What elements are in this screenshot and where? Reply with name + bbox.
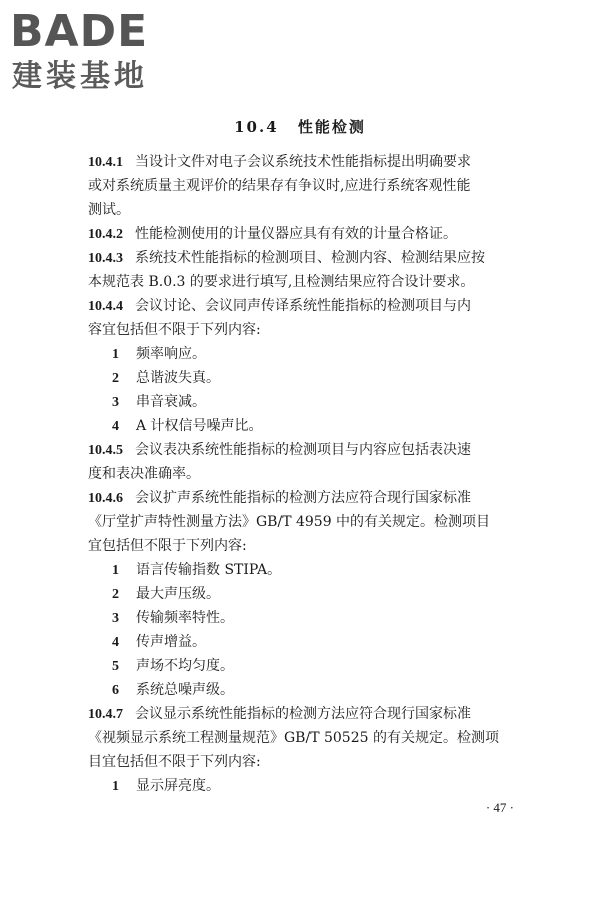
list-item-number: 6 bbox=[112, 683, 119, 698]
clause-number: 10.4.1 bbox=[88, 155, 123, 170]
list-item bbox=[88, 678, 518, 702]
list-item bbox=[88, 606, 518, 630]
list-item bbox=[88, 630, 518, 654]
bade-logo bbox=[10, 4, 190, 96]
clause-text: 当设计文件对电子会议系统技术性能指标提出明确要求 bbox=[135, 154, 471, 170]
list-item-number: 4 bbox=[112, 419, 119, 434]
document-body bbox=[88, 150, 518, 798]
clause-text: 会议显示系统性能指标的检测方法应符合现行国家标准 bbox=[135, 706, 471, 722]
list-item bbox=[88, 774, 518, 798]
clause-text-line: 容宜包括但不限于下列内容: bbox=[88, 322, 261, 338]
list-item-number: 5 bbox=[112, 659, 119, 674]
section-heading bbox=[0, 116, 600, 137]
clause-number: 10.4.7 bbox=[88, 707, 123, 722]
clause-10-4-7-line-1 bbox=[88, 702, 518, 726]
list-item-text: 最大声压级。 bbox=[136, 586, 220, 602]
page-number: · 47 · bbox=[485, 800, 514, 815]
clause-10-4-4-line-1 bbox=[88, 294, 518, 318]
clause-10-4-6-line-1 bbox=[88, 486, 518, 510]
list-item bbox=[88, 582, 518, 606]
clause-text: 系统技术性能指标的检测项目、检测内容、检测结果应按 bbox=[135, 250, 485, 266]
clause-number: 10.4.5 bbox=[88, 443, 123, 458]
list-item bbox=[88, 414, 518, 438]
list-item-text: 总谐波失真。 bbox=[136, 370, 220, 386]
list-item-number: 4 bbox=[112, 635, 119, 650]
logo-wordmark: BADE bbox=[10, 6, 149, 57]
list-item-text: 声场不均匀度。 bbox=[136, 658, 234, 674]
clause-10-4-5-line-1 bbox=[88, 438, 518, 462]
clause-text: 会议表决系统性能指标的检测项目与内容应包括表决速 bbox=[135, 442, 471, 458]
clause-text-line: 目宜包括但不限于下列内容: bbox=[88, 754, 261, 770]
clause-10-4-2-line-1 bbox=[88, 222, 518, 246]
clause-number: 10.4.6 bbox=[88, 491, 123, 506]
clause-text: 会议扩声系统性能指标的检测方法应符合现行国家标准 bbox=[135, 490, 471, 506]
clause-text-line: 《视频显示系统工程测量规范》GB/T 50525 的有关规定。检测项 bbox=[88, 730, 499, 746]
list-item bbox=[88, 342, 518, 366]
list-item-text: 语言传输指数 STIPA。 bbox=[136, 562, 282, 578]
list-item-number: 2 bbox=[112, 371, 119, 386]
list-item-text: 传输频率特性。 bbox=[136, 610, 234, 626]
list-item-text: 系统总噪声级。 bbox=[136, 682, 234, 698]
list-item-text: 频率响应。 bbox=[136, 346, 206, 362]
list-item-text: 串音衰减。 bbox=[136, 394, 206, 410]
clause-text-line: 宜包括但不限于下列内容: bbox=[88, 538, 247, 554]
list-item-number: 1 bbox=[112, 347, 119, 362]
list-item bbox=[88, 654, 518, 678]
list-item-number: 2 bbox=[112, 587, 119, 602]
section-number: 10.4 bbox=[234, 118, 279, 136]
list-item-number: 1 bbox=[112, 563, 119, 578]
clause-text-line: 本规范表 B.0.3 的要求进行填写,且检测结果应符合设计要求。 bbox=[88, 274, 475, 290]
clause-number: 10.4.3 bbox=[88, 251, 123, 266]
clause-text-line: 《厅堂扩声特性测量方法》GB/T 4959 中的有关规定。检测项目 bbox=[88, 514, 491, 530]
clause-text-line: 度和表决准确率。 bbox=[88, 466, 200, 482]
clause-text: 会议讨论、会议同声传译系统性能指标的检测项目与内 bbox=[135, 298, 471, 314]
clause-number: 10.4.2 bbox=[88, 227, 123, 242]
list-item-number: 1 bbox=[112, 779, 119, 794]
list-item-number: 3 bbox=[112, 395, 119, 410]
clause-number: 10.4.4 bbox=[88, 299, 123, 314]
clause-text-line: 测试。 bbox=[88, 202, 130, 218]
list-item bbox=[88, 390, 518, 414]
clause-text-line: 或对系统质量主观评价的结果存有争议时,应进行系统客观性能 bbox=[88, 178, 471, 194]
clause-text: 性能检测使用的计量仪器应具有有效的计量合格证。 bbox=[135, 226, 457, 242]
logo-subtitle: 建装基地 bbox=[12, 59, 148, 94]
clause-10-4-1-line-1 bbox=[88, 150, 518, 174]
list-item bbox=[88, 558, 518, 582]
list-item-text: 传声增益。 bbox=[136, 634, 206, 650]
list-item-text: A 计权信号噪声比。 bbox=[136, 418, 263, 434]
list-item-text: 显示屏亮度。 bbox=[136, 778, 220, 794]
list-item-number: 3 bbox=[112, 611, 119, 626]
clause-10-4-3-line-1 bbox=[88, 246, 518, 270]
list-item bbox=[88, 366, 518, 390]
section-title-text: 性能检测 bbox=[297, 118, 366, 136]
